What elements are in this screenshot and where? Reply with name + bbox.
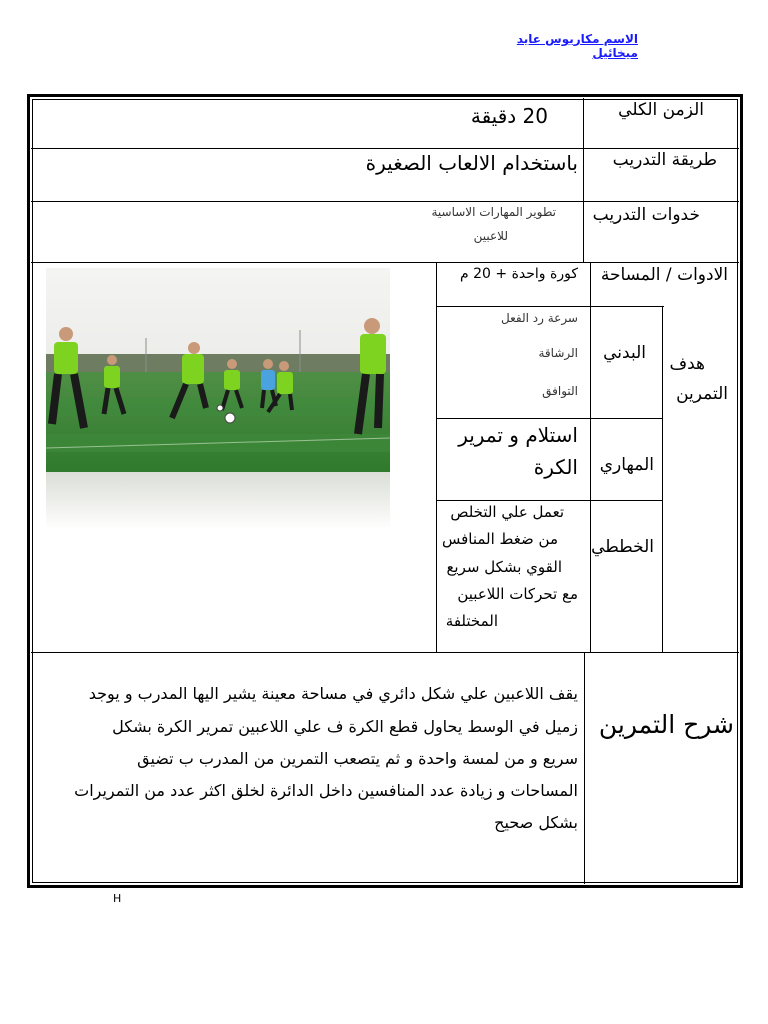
physical-item: التوافق <box>542 384 578 398</box>
physical-item: سرعة رد الفعل <box>501 311 578 325</box>
skill-value-line1: استلام و تمرير <box>458 423 578 447</box>
row-divider-1 <box>31 148 739 149</box>
tools-label: الادوات / المساحة <box>600 265 728 285</box>
tactical-line: تعمل علي التخلص <box>450 503 564 521</box>
explanation-line: بشكل صحيح <box>494 813 578 832</box>
tactical-line: المختلفة <box>445 612 498 630</box>
goal-label-line1: هدف <box>669 354 705 374</box>
method-value: باستخدام الالعاب الصغيرة <box>365 151 578 175</box>
row-divider-tools <box>436 306 664 307</box>
sublabel-column-divider <box>590 307 591 653</box>
footer-mark: H <box>113 892 122 905</box>
explanation-label: شرح التمرين <box>598 710 734 739</box>
row-divider-3 <box>31 262 739 263</box>
content-column-divider <box>436 263 437 653</box>
physical-label: البدني <box>603 343 646 363</box>
explanation-column-divider <box>584 653 585 884</box>
explanation-line: سريع و من لمسة واحدة و ثم يتصعب التمرين من المدرب ب تضيق <box>137 749 578 768</box>
method-label: طريقة التدريب <box>612 150 717 170</box>
row-divider-2 <box>31 201 739 202</box>
tactical-label: الخططي <box>591 537 654 557</box>
student-name: الاسم مكاريوس عايد ميخائيل <box>516 32 638 60</box>
steps-label: خدوات التدريب <box>592 205 700 225</box>
total-time-value: 20 دقيقة <box>470 104 548 128</box>
explanation-line: يقف اللاعبين علي شكل دائري في مساحة معينة يشير اليها المدرب و يوجد <box>88 684 578 703</box>
goal-column-divider <box>662 307 663 653</box>
row-divider-4 <box>31 652 739 653</box>
steps-value-line2: للاعبين <box>473 229 508 243</box>
skill-label: المهاري <box>599 455 654 475</box>
skill-value-line2: الكرة <box>533 455 578 479</box>
goal-label-line2: التمرين <box>676 384 728 404</box>
steps-value-line1: تطوير المهارات الاساسية <box>431 205 556 219</box>
total-time-label: الزمن الكلي <box>618 100 704 120</box>
tactical-line: القوي بشكل سريع <box>446 558 562 576</box>
explanation-line: زميل في الوسط يحاول قطع الكرة ف علي اللاعبين تمرير الكرة بشكل <box>112 717 578 736</box>
row-divider-physical <box>436 418 662 419</box>
tools-value: كورة واحدة + 20 م <box>459 266 578 282</box>
tactical-line: مع تحركات اللاعبين <box>457 585 578 603</box>
photo-reflection <box>46 472 390 530</box>
training-photo <box>46 268 390 530</box>
tools-column-divider <box>590 263 591 307</box>
label-column-divider <box>583 98 584 263</box>
row-divider-skill <box>436 500 662 501</box>
explanation-line: المساحات و زيادة عدد المنافسين داخل الدائرة لخلق اكثر عدد من التمريرات <box>74 781 578 800</box>
physical-item: الرشاقة <box>538 346 578 360</box>
tactical-line: من ضغط المنافس <box>441 530 558 548</box>
training-photo-image <box>46 268 390 472</box>
